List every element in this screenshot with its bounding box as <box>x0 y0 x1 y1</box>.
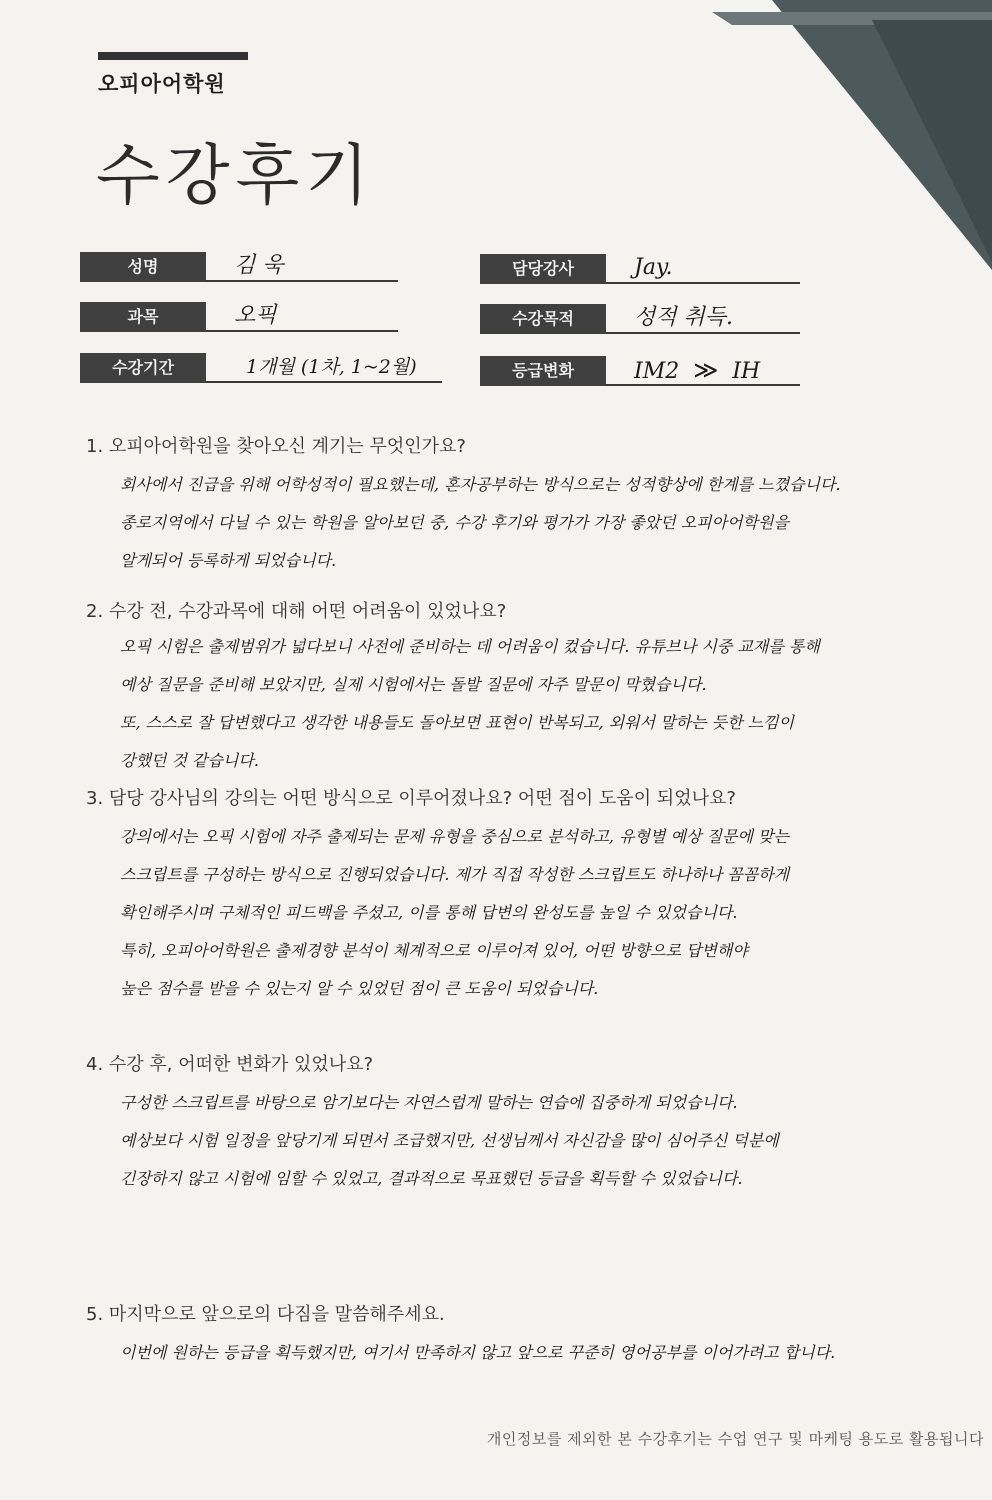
answer-line: 이번에 원하는 등급을 획득했지만, 여기서 만족하지 않고 앞으로 꾸준히 영어공부를 이어가려고 합니다. <box>120 1343 836 1362</box>
answer-line: 강의에서는 오픽 시험에 자주 출제되는 문제 유형을 중심으로 분석하고, 유형별 예상 질문에 맞는 <box>120 827 789 846</box>
grade-label: 등급변화 <box>480 356 606 386</box>
question-3: 3. 담당 강사님의 강의는 어떤 방식으로 이루어졌나요? 어떤 점이 도움이 되었나요? <box>86 788 736 809</box>
answer-line: 예상 질문을 준비해 보았지만, 실제 시험에서는 돌발 질문에 자주 말문이 막혔습니다. <box>120 675 707 694</box>
answer-line: 종로지역에서 다닐 수 있는 학원을 알아보던 중, 수강 후기와 평가가 가장 좋았던 오피아어학원을 <box>120 513 789 532</box>
purpose-value: 성적 취득. <box>606 304 800 334</box>
answer-line: 회사에서 진급을 위해 어학성적이 필요했는데, 혼자공부하는 방식으로는 성적향상에 한계를 느꼈습니다. <box>120 475 841 494</box>
grade-to: IH <box>732 359 761 384</box>
answer-5 <box>120 1334 910 1372</box>
answer-line: 확인해주시며 구체적인 피드백을 주셨고, 이를 통해 답변의 완성도를 높일 수 있었습니다. <box>120 903 738 922</box>
answer-line: 알게되어 등록하게 되었습니다. <box>120 551 337 570</box>
question-4: 4. 수강 후, 어떠한 변화가 있었나요? <box>86 1054 374 1075</box>
brand-bar <box>98 52 248 60</box>
grade-arrow-icon: ≫ <box>693 356 719 384</box>
answer-1 <box>120 466 910 580</box>
subject-label: 과목 <box>80 302 206 332</box>
footer-notice: 개인정보를 제외한 본 수강후기는 수업 연구 및 마케팅 용도로 활용됩니다 <box>486 1430 984 1448</box>
answer-4 <box>120 1084 910 1198</box>
brand-name: 오피아어학원 <box>98 72 226 96</box>
answer-line: 스크립트를 구성하는 방식으로 진행되었습니다. 제가 직접 작성한 스크립트도 하나하나 꼼꼼하게 <box>120 865 790 884</box>
question-1: 1. 오피아어학원을 찾아오신 계기는 무엇인가요? <box>86 436 466 457</box>
question-2: 2. 수강 전, 수강과목에 대해 어떤 어려움이 있었나요? <box>86 601 507 622</box>
instructor-label: 담당강사 <box>480 254 606 284</box>
answer-line: 오픽 시험은 출제범위가 넓다보니 사전에 준비하는 데 어려움이 컸습니다. 유튜브나 시중 교재를 통해 <box>120 637 820 656</box>
answer-line: 강했던 것 같습니다. <box>120 751 259 770</box>
corner-decoration <box>712 0 992 270</box>
answer-line: 긴장하지 않고 시험에 임할 수 있었고, 결과적으로 목표했던 등급을 획득할 수 있었습니다. <box>120 1169 743 1188</box>
answer-3 <box>120 818 910 1008</box>
name-value: 김 욱 <box>206 252 398 282</box>
grade-value <box>606 356 800 386</box>
answer-line: 특히, 오피아어학원은 출제경향 분석이 체계적으로 이루어져 있어, 어떤 방향으로 답변해야 <box>120 941 748 960</box>
answer-line: 또, 스스로 잘 답변했다고 생각한 내용들도 돌아보면 표현이 반복되고, 외워서 말하는 듯한 느낌이 <box>120 713 794 732</box>
answer-line: 구성한 스크립트를 바탕으로 암기보다는 자연스럽게 말하는 연습에 집중하게 되었습니다. <box>120 1093 738 1112</box>
subject-value: 오픽 <box>206 302 398 332</box>
purpose-label: 수강목적 <box>480 304 606 334</box>
answer-line: 높은 점수를 받을 수 있는지 알 수 있었던 점이 큰 도움이 되었습니다. <box>120 979 599 998</box>
answer-2 <box>120 628 910 780</box>
name-label: 성명 <box>80 252 206 282</box>
question-5: 5. 마지막으로 앞으로의 다짐을 말씀해주세요. <box>86 1304 445 1325</box>
instructor-value: Jay. <box>606 254 800 284</box>
grade-from: IM2 <box>634 359 680 384</box>
answer-line: 예상보다 시험 일정을 앞당기게 되면서 조급했지만, 선생님께서 자신감을 많이 심어주신 덕분에 <box>120 1131 779 1150</box>
period-label: 수강기간 <box>80 353 206 383</box>
period-value: 1개월 (1차, 1~2월) <box>206 353 442 383</box>
page-title: 수강후기 <box>96 137 376 214</box>
